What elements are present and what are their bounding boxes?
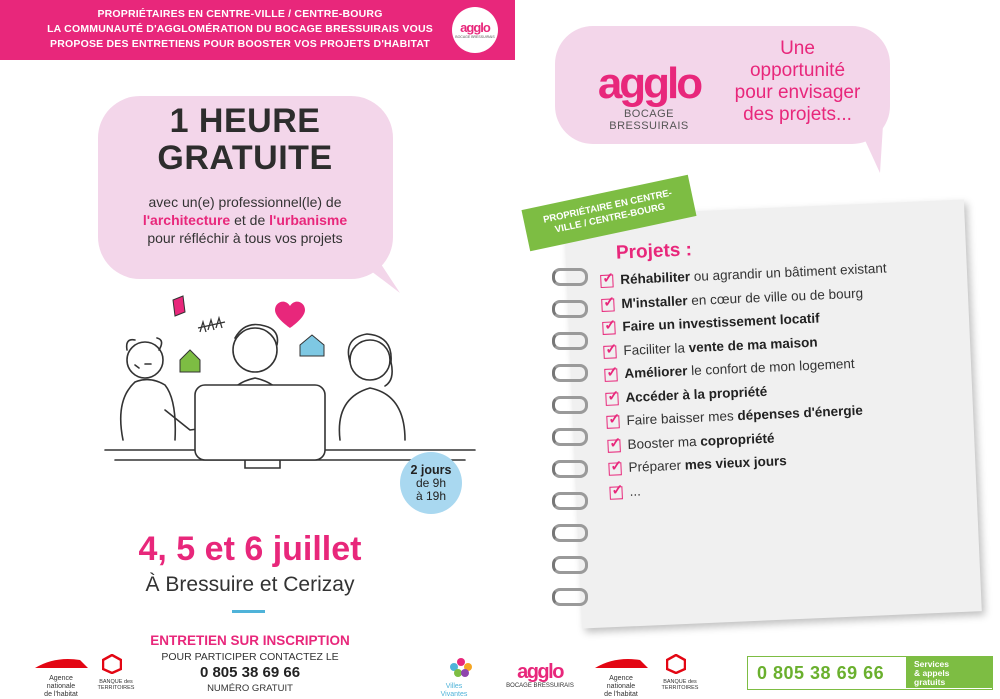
- inscription-title: ENTRETIEN SUR INSCRIPTION: [150, 633, 350, 648]
- days-end: à 19h: [415, 488, 447, 503]
- item-bold: Améliorer: [624, 363, 688, 382]
- ring-icon: [552, 364, 588, 382]
- hour-free-subtitle: [100, 193, 390, 247]
- ring-icon: [552, 556, 588, 574]
- ring-icon: [552, 396, 588, 414]
- event-dates: 4, 5 et 6 juillet: [138, 530, 362, 568]
- item-pre: Préparer: [628, 457, 686, 475]
- agglo-sub: BOCAGE BRESSUIRAIS: [609, 108, 689, 132]
- owner-tag: PROPRIÉTAIRE EN CENTRE-VILLE / CENTRE-BOURG: [521, 175, 696, 251]
- item-pre: ...: [629, 482, 642, 499]
- bdt-line-1: BANQUE des: [663, 679, 697, 685]
- and-text: et de: [230, 212, 270, 228]
- banner-line-3: PROPOSE DES ENTRETIENS POUR BOOSTER VOS PROJETS D'HABITAT: [50, 38, 430, 50]
- banque-territoires-logo-right: [660, 654, 700, 691]
- item-rest: ou agrandir un bâtiment existant: [689, 260, 887, 285]
- architecture-text: l'architecture: [142, 212, 231, 228]
- item-bold: Accéder à la propriété: [625, 383, 768, 405]
- ring-icon: [552, 332, 588, 350]
- services-line-3: gratuits: [914, 677, 946, 687]
- ring-icon: [552, 428, 588, 446]
- agglo-footer-sub: BOCAGE BRESSUIRAIS: [506, 683, 574, 689]
- agglo-logo-small: [452, 7, 498, 53]
- agglo-logo-sub: BOCAGE BRESSUIRAIS: [455, 34, 495, 39]
- checkbox-icon: [608, 462, 622, 476]
- opportunity-line-3: pour envisager: [734, 82, 861, 103]
- banner-line-1: PROPRIÉTAIRES EN CENTRE-VILLE / CENTRE-BOURG: [97, 8, 383, 20]
- hexagon-icon: [666, 654, 686, 674]
- bdt-line-2: TERRITOIRES: [97, 685, 135, 691]
- item-bold: copropriété: [699, 430, 775, 449]
- item-bold: mes vieux jours: [684, 453, 788, 473]
- bdt-line-1: BANQUE des: [99, 679, 133, 685]
- banque-territoires-logo: [96, 654, 136, 691]
- opportunity-line-4: des projets...: [743, 104, 852, 125]
- item-bold: Faire un investissement locatif: [622, 310, 820, 335]
- anah-logo-right: [590, 656, 652, 699]
- footer-phone[interactable]: 0 805 38 69 66: [757, 663, 885, 683]
- item-pre: Faciliter la: [623, 339, 689, 358]
- title-line-2: GRATUITE: [157, 139, 333, 177]
- notepad-rings: [552, 268, 588, 606]
- title-line-1: 1 HEURE: [169, 102, 321, 140]
- hexagon-icon: [102, 654, 122, 674]
- banner-line-2: LA COMMUNAUTÉ D'AGGLOMÉRATION DU BOCAGE BRESSUIRAIS VOUS: [47, 23, 433, 35]
- divider: [232, 610, 265, 613]
- people-illustration: [95, 290, 485, 470]
- flower-icon: [446, 656, 476, 678]
- opportunity-line-2: opportunité: [749, 60, 846, 81]
- ring-icon: [552, 460, 588, 478]
- item-pre: Booster ma: [627, 433, 701, 452]
- villes-line-1: Villes: [445, 683, 463, 690]
- item-bold: Réhabiliter: [620, 269, 691, 288]
- bubble-tail-right: [858, 125, 898, 175]
- checkbox-icon: [606, 415, 620, 429]
- anah-mark-icon: [590, 656, 650, 670]
- anah-line-3: de l'habitat: [44, 691, 78, 698]
- anah-line-2: nationale: [606, 683, 636, 690]
- anah-line-2: nationale: [46, 683, 76, 690]
- item-bold: vente de ma maison: [688, 334, 818, 355]
- days-start: de 9h: [415, 475, 447, 490]
- top-banner: [0, 0, 515, 60]
- checkbox-icon: [600, 274, 614, 288]
- projects-list: [600, 259, 910, 507]
- checkbox-icon: [601, 298, 615, 312]
- services-line-2: & appels: [914, 668, 950, 678]
- urbanism-text: l'urbanisme: [269, 212, 348, 228]
- anah-line-1: Agence: [609, 675, 633, 682]
- item-rest: le confort de mon logement: [687, 355, 855, 379]
- checkbox-icon: [604, 368, 618, 382]
- phone-box[interactable]: [747, 656, 993, 690]
- subtitle-line-1: avec un(e) professionnel(le) de: [148, 194, 342, 210]
- inscription-phone[interactable]: 0 805 38 69 66: [199, 664, 301, 681]
- projects-title: Projets :: [615, 239, 693, 264]
- free-number-label: NUMÉRO GRATUIT: [207, 683, 293, 694]
- opportunity-line-1: Une: [780, 38, 815, 59]
- checkbox-icon: [607, 439, 621, 453]
- agglo-footer-word: agglo: [517, 661, 563, 683]
- ring-icon: [552, 492, 588, 510]
- ring-icon: [552, 268, 588, 286]
- opportunity-text: [720, 38, 875, 126]
- subtitle-line-2: [100, 211, 390, 229]
- checkbox-icon: [603, 345, 617, 359]
- item-rest: en cœur de ville ou de bourg: [687, 285, 864, 308]
- ring-icon: [552, 300, 588, 318]
- anah-line-3: de l'habitat: [604, 691, 638, 698]
- anah-line-1: Agence: [49, 675, 73, 682]
- event-place: À Bressuire et Cerizay: [145, 573, 355, 596]
- checkbox-icon: [609, 486, 623, 500]
- anah-logo: [30, 656, 92, 699]
- agglo-word: agglo: [597, 59, 701, 108]
- agglo-logo-footer: [500, 662, 580, 690]
- item-pre: Faire baisser mes: [626, 408, 738, 428]
- hour-free-title: [100, 103, 390, 177]
- anah-mark-icon: [30, 656, 90, 670]
- villes-line-2: Vivantes: [440, 691, 468, 698]
- agglo-logo-word: agglo: [460, 19, 490, 35]
- subtitle-line-3: pour réfléchir à tous vos projets: [147, 230, 343, 246]
- services-line-1: Services: [914, 659, 949, 669]
- days-badge: [400, 452, 462, 514]
- bdt-line-2: TERRITOIRES: [661, 685, 699, 691]
- services-tag: [906, 657, 992, 688]
- villes-vivantes-logo: [428, 656, 480, 699]
- ring-icon: [552, 588, 588, 606]
- ring-icon: [552, 524, 588, 542]
- checkbox-icon: [602, 321, 616, 335]
- agglo-logo-main: [583, 59, 715, 132]
- inscription-line: POUR PARTICIPER CONTACTEZ LE: [161, 651, 339, 663]
- checkbox-icon: [605, 392, 619, 406]
- item-bold: M'installer: [621, 292, 688, 311]
- item-bold: dépenses d'énergie: [737, 402, 864, 424]
- days-count: 2 jours: [410, 462, 452, 477]
- banner-text: [20, 7, 460, 52]
- bubble-tail-left: [345, 255, 405, 295]
